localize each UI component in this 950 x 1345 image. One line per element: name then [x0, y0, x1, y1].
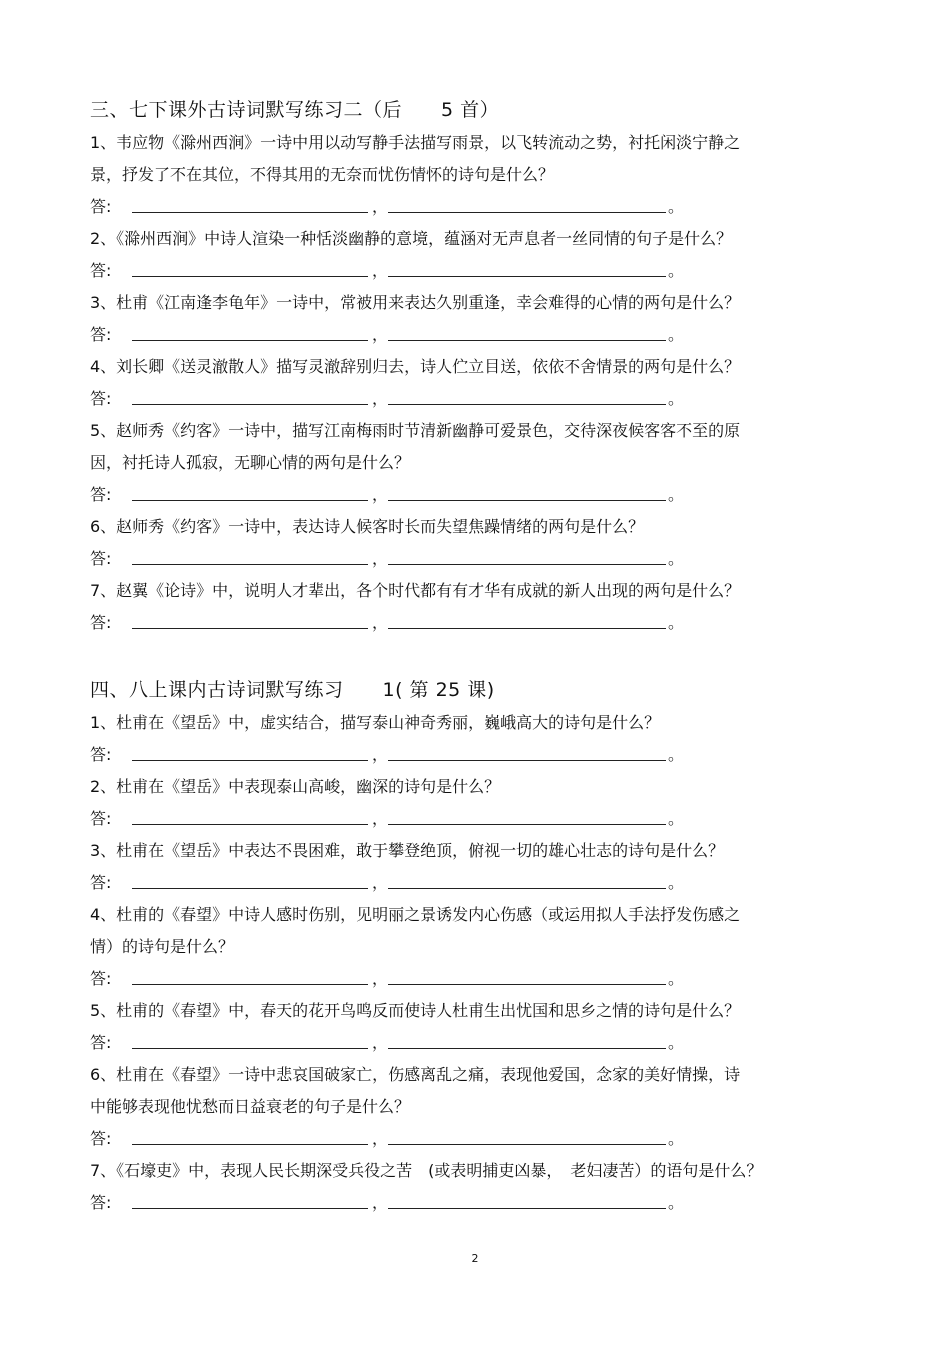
answer-label: 答: [90, 1129, 112, 1148]
question-text: 1、韦应物《滁州西涧》一诗中用以动写静手法描写雨景，以飞转流动之势，衬托闲淡宁静之 [90, 133, 741, 152]
section-3 [90, 93, 850, 639]
answer-blank-1[interactable] [132, 628, 368, 629]
question-text: 7、赵翼《论诗》中，说明人才辈出，各个时代都有有才华有成就的新人出现的两句是什么？ [90, 581, 741, 600]
question-item [90, 223, 850, 287]
answer-blank-2[interactable] [388, 628, 666, 629]
answer-row [90, 319, 850, 351]
answer-row [90, 383, 850, 415]
answer-blank-1[interactable] [132, 276, 368, 277]
question-item [90, 707, 850, 771]
answer-comma: ， [372, 969, 389, 988]
answer-blank-1[interactable] [132, 984, 368, 985]
question-item [90, 1155, 850, 1219]
answer-label: 答: [90, 809, 112, 828]
answer-comma: ， [372, 325, 389, 344]
answer-period: 。 [668, 1193, 685, 1212]
answer-blank-2[interactable] [388, 404, 666, 405]
answer-blank-2[interactable] [388, 564, 666, 565]
answer-period: 。 [668, 1129, 685, 1148]
answer-label: 答: [90, 485, 112, 504]
question-item [90, 995, 850, 1059]
question-item [90, 1059, 850, 1155]
answer-blank-2[interactable] [388, 212, 666, 213]
question-item [90, 771, 850, 835]
answer-period: 。 [668, 325, 685, 344]
answer-row [90, 803, 850, 835]
answer-row [90, 1187, 850, 1219]
question-item [90, 511, 850, 575]
section-4 [90, 673, 850, 1219]
question-text: 5、赵师秀《约客》一诗中，描写江南梅雨时节清新幽静可爱景色，交待深夜候客客不至的原 [90, 421, 741, 440]
question-text: 情）的诗句是什么？ [90, 937, 235, 956]
question-text: 5、杜甫的《春望》中，春天的花开鸟鸣反而使诗人杜甫生出忧国和思乡之情的诗句是什么？ [90, 1001, 741, 1020]
page-number: 2 [471, 1252, 479, 1265]
answer-row [90, 543, 850, 575]
answer-label: 答: [90, 1193, 112, 1212]
answer-period: 。 [668, 549, 685, 568]
answer-blank-2[interactable] [388, 888, 666, 889]
question-text: 3、杜甫在《望岳》中表达不畏困难，敢于攀登绝顶，俯视一切的雄心壮志的诗句是什么？ [90, 841, 725, 860]
question-text: 7、《石壕吏》中，表现人民长期深受兵役之苦 (或表明捕吏凶暴， 老妇凄苦）的语句是什么？ [90, 1161, 763, 1180]
answer-comma: ， [372, 745, 389, 764]
answer-blank-1[interactable] [132, 888, 368, 889]
answer-blank-2[interactable] [388, 824, 666, 825]
answer-row [90, 739, 850, 771]
answer-label: 答: [90, 1033, 112, 1052]
answer-comma: ， [372, 389, 389, 408]
answer-period: 。 [668, 745, 685, 764]
question-text: 2、《滁州西涧》中诗人渲染一种恬淡幽静的意境，蕴涵对无声息者一丝同情的句子是什么？ [90, 229, 733, 248]
answer-comma: ， [372, 197, 389, 216]
answer-period: 。 [668, 389, 685, 408]
question-item [90, 899, 850, 995]
question-item [90, 415, 850, 511]
answer-comma: ， [372, 549, 389, 568]
question-item [90, 835, 850, 899]
question-text: 3、杜甫《江南逢李龟年》一诗中，常被用来表达久别重逢，幸会难得的心情的两句是什么？ [90, 293, 741, 312]
answer-period: 。 [668, 261, 685, 280]
question-text: 6、杜甫在《春望》一诗中悲哀国破家亡，伤感离乱之痛，表现他爱国，念家的美好情操，诗 [90, 1065, 741, 1084]
answer-label: 答: [90, 261, 112, 280]
answer-comma: ， [372, 485, 389, 504]
question-text: 景，抒发了不在其位，不得其用的无奈而忧伤情怀的诗句是什么？ [90, 165, 555, 184]
answer-blank-1[interactable] [132, 824, 368, 825]
answer-label: 答: [90, 745, 112, 764]
answer-blank-1[interactable] [132, 1144, 368, 1145]
answer-period: 。 [668, 1033, 685, 1052]
answer-blank-1[interactable] [132, 564, 368, 565]
answer-period: 。 [668, 873, 685, 892]
question-item [90, 287, 850, 351]
section-heading: 四、八上课内古诗词默写练习 1( 第 25 课) [90, 679, 495, 701]
answer-blank-2[interactable] [388, 1048, 666, 1049]
answer-label: 答: [90, 389, 112, 408]
answer-blank-2[interactable] [388, 500, 666, 501]
answer-blank-1[interactable] [132, 500, 368, 501]
answer-period: 。 [668, 613, 685, 632]
answer-comma: ， [372, 1033, 389, 1052]
answer-blank-2[interactable] [388, 276, 666, 277]
answer-period: 。 [668, 969, 685, 988]
answer-blank-2[interactable] [388, 340, 666, 341]
answer-blank-2[interactable] [388, 760, 666, 761]
question-text: 2、杜甫在《望岳》中表现泰山高峻，幽深的诗句是什么？ [90, 777, 501, 796]
question-text: 6、赵师秀《约客》一诗中，表达诗人候客时长而失望焦躁情绪的两句是什么？ [90, 517, 645, 536]
question-text: 1、杜甫在《望岳》中，虚实结合，描写泰山神奇秀丽，巍峨高大的诗句是什么？ [90, 713, 661, 732]
answer-comma: ， [372, 809, 389, 828]
answer-comma: ， [372, 1193, 389, 1212]
answer-label: 答: [90, 325, 112, 344]
answer-blank-2[interactable] [388, 1208, 666, 1209]
answer-row [90, 607, 850, 639]
answer-blank-1[interactable] [132, 1208, 368, 1209]
answer-comma: ， [372, 613, 389, 632]
answer-row [90, 191, 850, 223]
answer-period: 。 [668, 809, 685, 828]
answer-blank-2[interactable] [388, 1144, 666, 1145]
question-text: 中能够表现他忧愁而日益衰老的句子是什么？ [90, 1097, 411, 1116]
answer-label: 答: [90, 197, 112, 216]
question-item [90, 127, 850, 223]
answer-blank-2[interactable] [388, 984, 666, 985]
question-text: 4、杜甫的《春望》中诗人感时伤别，见明丽之景诱发内心伤感（或运用拟人手法抒发伤感之 [90, 905, 741, 924]
answer-row [90, 479, 850, 511]
question-text: 因，衬托诗人孤寂，无聊心情的两句是什么？ [90, 453, 411, 472]
question-item [90, 575, 850, 639]
answer-comma: ， [372, 873, 389, 892]
answer-row [90, 1027, 850, 1059]
answer-label: 答: [90, 969, 112, 988]
answer-row [90, 867, 850, 899]
answer-blank-1[interactable] [132, 212, 368, 213]
answer-row [90, 255, 850, 287]
answer-period: 。 [668, 197, 685, 216]
question-item [90, 351, 850, 415]
answer-row [90, 963, 850, 995]
answer-comma: ， [372, 261, 389, 280]
section-heading: 三、七下课外古诗词默写练习二（后 5 首） [90, 99, 500, 121]
answer-label: 答: [90, 549, 112, 568]
answer-blank-1[interactable] [132, 404, 368, 405]
answer-blank-1[interactable] [132, 340, 368, 341]
answer-label: 答: [90, 613, 112, 632]
answer-label: 答: [90, 873, 112, 892]
answer-blank-1[interactable] [132, 1048, 368, 1049]
answer-period: 。 [668, 485, 685, 504]
answer-comma: ， [372, 1129, 389, 1148]
question-text: 4、刘长卿《送灵澈散人》描写灵澈辞别归去，诗人伫立目送，依依不舍情景的两句是什么？ [90, 357, 741, 376]
answer-blank-1[interactable] [132, 760, 368, 761]
answer-row [90, 1123, 850, 1155]
